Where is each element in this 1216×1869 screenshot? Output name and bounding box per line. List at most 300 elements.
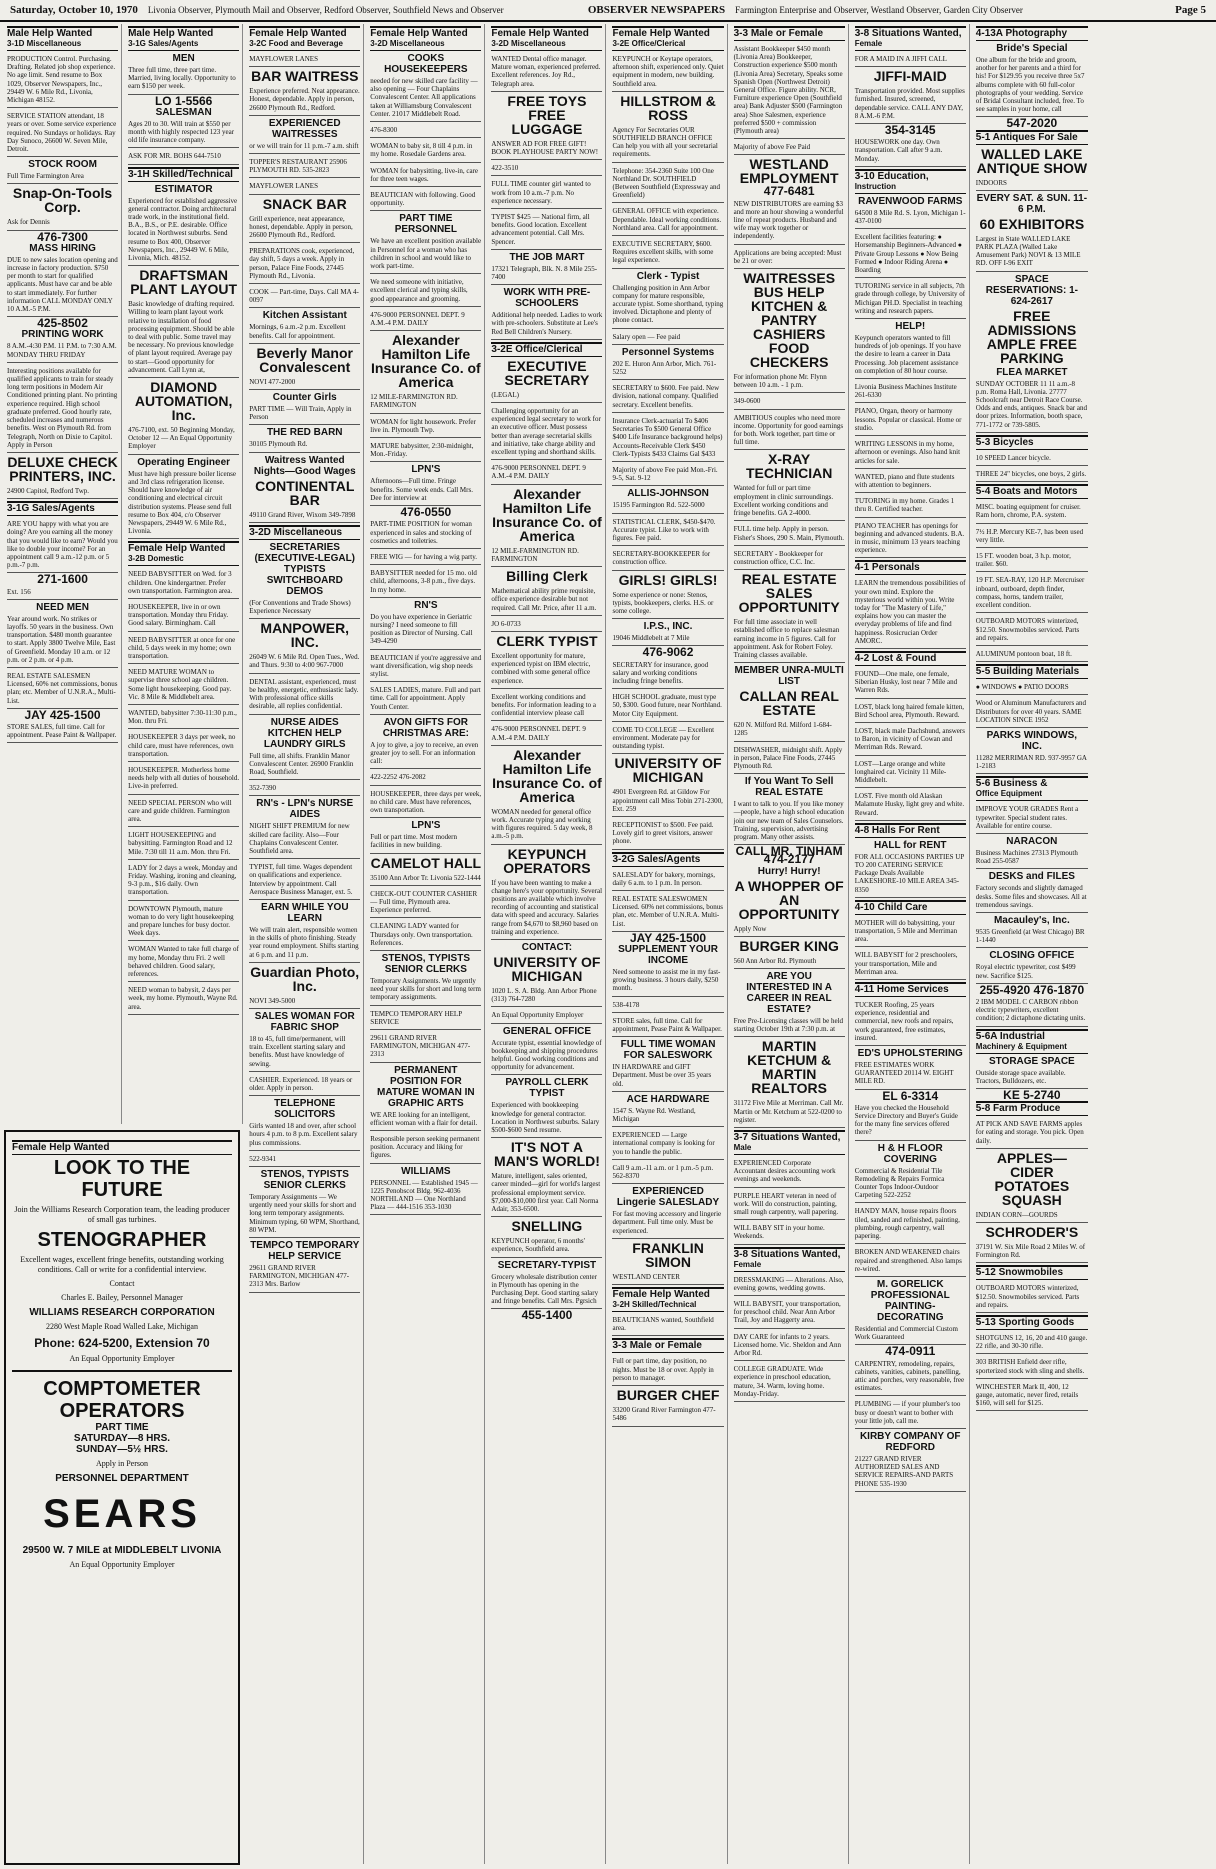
section-header	[612, 852, 723, 867]
classified-ad: NEED BABYSITTER at once for one child, 5 days week in my home; own transportation.	[128, 634, 239, 665]
section-title: 5-4 Boats and Motors	[975, 486, 1078, 498]
classified-ad: HOUSEKEEPER, three days per week, no child care. Must have references, own transportation.	[370, 788, 481, 819]
masthead	[0, 0, 1216, 22]
section-header	[734, 1247, 845, 1272]
section-header	[976, 1029, 1088, 1054]
classified-ad: WOMAN for babysitting, live-in, care for three teen wages.	[370, 165, 481, 187]
classified-ad: Mornings, 6 a.m.-2 p.m. Excellent benefits. Call for appointment.	[249, 321, 360, 343]
ad-subheadline: STENOS, TYPISTS SENIOR CLERKS	[381, 953, 471, 975]
classified-ad: 476-9000 PERSONNEL DEPT. 9 A.M.-4 P.M. DAILY	[491, 723, 602, 745]
classified-ad: NEED woman to babysit, 2 days per week, my home. Plymouth, Wayne Rd. area.	[128, 984, 239, 1015]
classified-ad: 30105 Plymouth Rd.	[249, 438, 360, 452]
classified-ad: FULL time help. Apply in person. Fisher's Shoes, 290 S. Main, Plymouth.	[734, 523, 845, 545]
ad-subheadline: DESKS and FILES	[988, 871, 1075, 883]
sears-line1: PART TIME	[95, 1422, 149, 1433]
section-title: 5-6A Industrial	[975, 1030, 1045, 1042]
classified-ad: 476-9000 PERSONNEL DEPT. 9 A.M.-4 P.M. DAILY	[370, 309, 481, 331]
ad-subheadline: MEMBER UNRA-MULTI LIST	[734, 665, 844, 688]
classified-ad: BEAUTICIAN if you're aggressive and want diversification, wig shop needs stylist.	[370, 652, 481, 683]
classified-ad: BEAUTICIANS wanted, Southfield area.	[612, 1314, 723, 1336]
section-title: Female Help Wanted	[249, 28, 347, 39]
classified-ad: WOMAN to baby sit, 8 till 4 p.m. in my home. Rosedale Gardens area.	[370, 140, 481, 162]
classified-ad: 21227 GRAND RIVER AUTHORIZED SALES AND SERVICE REPAIRS-AND PARTS PHONE 535-1930	[855, 1453, 966, 1492]
section-title: 3-1H Skilled/Technical	[128, 168, 233, 180]
classified-ad: MOTHER will do babysitting, your transportation, 5 Mile and Merriman area.	[855, 917, 966, 948]
classified-ad: GENERAL OFFICE with experience. Dependable. Ideal working conditions. Northland area. Call for appointment.	[612, 205, 723, 236]
ad-headline: Beverly Manor Convalescent	[256, 344, 353, 375]
classified-ad: PERSONNEL — Established 1945 — 1225 Penobscot Bldg. 962-4036 NORTHLAND — One Northland Plaza — 444-1516 353-1030	[370, 1177, 481, 1216]
classified-ad: needed for new skilled care facility — also opening — Four Chaplains Convalescent Center. All applications taken at Williamsburg Convalescent Center. 21017 Middlebelt Road.	[370, 75, 481, 122]
classified-ad: WE ARE looking for an intelligent, efficient woman with a flair for detail.	[370, 1109, 481, 1131]
ad-subheadline: PART TIME PERSONNEL	[394, 213, 457, 236]
section-title: 4-8 Halls For Rent	[854, 824, 940, 836]
classified-ad: REAL ESTATE SALESWOMEN Licensed. 60% net commissions, bonus plan, etc. Member of U.N.R.A. Multi-List.	[612, 893, 723, 932]
classified-ad: 2 IBM MODEL C CARBON ribbon electric typewriters, excellent condition; 2 dictaphone dictating units.	[976, 996, 1088, 1027]
ad-subheadline: GENERAL OFFICE	[502, 1025, 592, 1037]
ad-subheadline: LPN'S	[411, 464, 441, 476]
section-header	[491, 342, 602, 357]
classified-ad: 35100 Ann Arbor Tr. Livonia 522-1444	[370, 872, 481, 886]
ad-phone: 255-4920 476-1870	[979, 982, 1085, 997]
classified-ad: 303 BRITISH Enfield deer rifle, sporterized stock with sling and shells.	[976, 1356, 1088, 1378]
section-title: 3-8 Situations Wanted,	[733, 1248, 841, 1260]
ad-subheadline: ARE YOU INTERESTED IN A CAREER IN REAL ESTATE?	[746, 970, 833, 1015]
classified-ad: Apply Now	[734, 923, 845, 937]
classified-ad: I want to talk to you. If you like money—people, have a high school education join our new team of Sales Counselors. Training, supervision, advertising program. Many other assists.	[734, 798, 845, 845]
classified-ad: HOUSEKEEPER, live in or own transportation. Monday thru Friday. Good salary. Birmingham. Call	[128, 601, 239, 632]
classified-ad: Majority of above Fee paid Mon.-Fri. 9-5, Sat. 9-12	[612, 464, 723, 486]
classified-ad: SECRETARY for insurance, good salary and working conditions including fringe benefits.	[612, 659, 723, 690]
classified-ad: 15195 Farmington Rd. 522-5000	[612, 499, 723, 513]
classified-ad: 1020 L. S. A. Bldg. Ann Arbor Phone (313) 764-7280	[491, 985, 602, 1007]
section-title: Female Help Wanted	[491, 28, 589, 39]
ad-headline: UNIVERSITY OF MICHIGAN	[614, 755, 722, 786]
classified-ad: WANTED, piano and flute students with attention to beginners.	[855, 471, 966, 493]
section-header	[855, 823, 966, 838]
section-subtitle: 3-2H Skilled/Technical	[612, 1300, 697, 1310]
classified-ad: PART-TIME POSITION for woman experienced in sales and stocking of cosmetics and toiletries.	[370, 518, 481, 549]
classified-ad: SUNDAY OCTOBER 11 11 a.m.-8 p.m. Roma Hall, Livonia. 27777 Schoolcraft near Detroit Race Course. Odds and ends, antiques. Snack bar and door prizes. Information, booth space, 771-1772 or 739-5805.	[976, 378, 1088, 433]
section-title: 4-2 Lost & Found	[854, 652, 937, 664]
ad-phone: LO 1-5566	[154, 93, 213, 108]
classified-ad: JO 6-0733	[491, 618, 602, 632]
classified-ad: 17321 Telegraph, Blk. N. 8 Mile 255-7400	[491, 263, 602, 285]
section-header	[734, 1130, 845, 1155]
classified-ad: Must have high pressure boiler license and 3rd class refrigeration license. Should have knowledge of air conditioning and electrical circuit distribution systems. Please send full resume to Box 404, c/o Observer Newspapers, 29449 W. 6 Mile Rd., Livonia.	[128, 468, 239, 540]
ad-headline: Alexander Hamilton Life Insurance Co. of America	[492, 746, 602, 805]
classified-ad: STORE sales, full time. Call for appointment, Pease Paint & Wallpaper.	[612, 1015, 723, 1037]
classified-ad: LIGHT HOUSEKEEPING and babysitting. Farmington Road and 12 Mile. 7:30 till 11 a.m. Mon. thru Fri.	[128, 829, 239, 860]
classified-ad: CLEANING LADY wanted for Thursdays only. Own transportation. References.	[370, 920, 481, 951]
ad-subheadline: EXPERIENCED Lingerie SALESLADY	[616, 1186, 720, 1209]
classified-ad: 560 Ann Arbor Rd. Plymouth	[734, 955, 845, 969]
ad-phone: 474-0911	[885, 1344, 936, 1359]
classified-ad: ASK FOR MR. BOHS 644-7510	[128, 150, 239, 164]
ad-subheadline: Bride's Special	[996, 43, 1068, 54]
divider	[12, 1370, 232, 1372]
classified-ad: LOST, black long haired female kitten, Bird School area, Plymouth. Reward.	[855, 701, 966, 723]
sears-dept: PERSONNEL DEPARTMENT	[55, 1473, 189, 1484]
section-subtitle: 3-2D Miscellaneous	[370, 39, 445, 48]
ad-headline: Alexander Hamilton Life Insurance Co. of America	[371, 332, 481, 391]
classified-ad: Additional help needed. Ladies to work with pre-schoolers. Substitute at Lee's Red Bell Children's Nursery.	[491, 309, 602, 340]
ad-phone: 476-9062	[642, 645, 694, 660]
classified-ad: TUCKER Roofing, 25 years experience, residential and commercial, new roofs and repairs, work guaranteed, free estimates, insured.	[855, 999, 966, 1046]
section-header	[976, 130, 1088, 145]
classified-ad: We have an excellent position available in Personnel for a woman who has children in school and would like to work part-time.	[370, 235, 481, 274]
classified-ad: FOR A MAID IN A JIFFI CALL	[855, 53, 966, 67]
classified-ad: MISC. boating equipment for cruiser. Ram horn, chrome, P.A. system.	[976, 501, 1088, 523]
classified-ad: 33200 Grand River Farmington 477-5486	[612, 1404, 723, 1426]
paper-list-left: Livonia Observer, Plymouth Mail and Observer, Redford Observer, Southfield News and Observer	[147, 5, 504, 15]
classified-ad: Do you have experience in Geriatric nursing? I need someone to fill position as Director of Nursing. Call 349-4290	[370, 611, 481, 650]
section-title: 4-10 Child Care	[854, 901, 928, 913]
classified-ad: Temporary Assignments. We urgently need your skills for short and long term temporary assignments.	[370, 975, 481, 1006]
classified-ad: Call 9 a.m.-11 a.m. or 1 p.m.-5 p.m. 562-8370	[612, 1162, 723, 1184]
classified-ad: LEARN the tremendous possibilities of your own mind. Explore the mysterious world within you. Write today for "The Mastery of Life," explains how you can master the everyday problems of life and find happiness. Rosicrucian Order AMORC.	[855, 577, 966, 649]
classified-ad: ARE YOU happy with what you are doing? Are you earning all the money that you would like to earn? Would you like to double your income? For an appointment call 9 a.m.-12 p.m. or 5 p.m.-7 p.m.	[7, 518, 118, 573]
classified-ad: Accurate typist, essential knowledge of bookkeeping and shipping procedures helpful. Good working conditions and opportunity for advancement.	[491, 1037, 602, 1076]
ad-phone: KE 5-2740	[1003, 1087, 1061, 1102]
classified-ad: Wanted for full or part time employment in clinic surroundings. Excellent working conditions and fringe benefits. GA 2-4000.	[734, 482, 845, 521]
classified-ad: MAYFLOWER LANES	[249, 180, 360, 194]
ad-subheadline: ACE HARDWARE	[626, 1093, 710, 1105]
classified-ad: Insurance Clerk-actuarial To $406 Secretaries To $500 General Office $400 Life Insurance background helps) Accounts-Receivable Clerk $450 Clerk-Typists $433 Claims Gal $433	[612, 415, 723, 462]
classified-ad: SECRETARY to $600. Fee paid. New division, national company. Qualified secretary. Excellent benefits.	[612, 382, 723, 413]
williams-headline: LOOK TO THE FUTURE	[53, 1157, 191, 1201]
classified-ad: Keypunch operators wanted to fill hundreds of job openings. If you have the desire to learn a career in Data Processing. Job placement assistance on completion of 80 hour course.	[855, 332, 966, 379]
section-title: 5-8 Farm Produce	[975, 1103, 1061, 1115]
ad-subheadline: SECRETARIES (EXECUTIVE-LEGAL) TYPISTS SWITCHBOARD DEMOS	[254, 541, 356, 597]
classified-ad: IMPROVE YOUR GRADES Rent a typewriter. Special student rates. Available for entire course.	[976, 803, 1088, 834]
ad-subheadline: SALES WOMAN FOR FABRIC SHOP	[254, 1010, 355, 1033]
classified-ad: Have you checked the Household Service Directory and Buyer's Guide for the many fine services offered there?	[855, 1102, 966, 1141]
classified-ad: LOST—Large orange and white longhaired cat. Vicinity 11 Mile-Middlebelt.	[855, 758, 966, 789]
ad-subheadline: Operating Engineer	[137, 456, 231, 468]
sears-eoe: An Equal Opportunity Employer	[69, 1560, 175, 1569]
ad-subheadline: WILLIAMS	[401, 1165, 451, 1177]
classified-ad: MAYFLOWER LANES	[249, 53, 360, 67]
column-1	[4, 24, 122, 1124]
classified-ad: CASHIER. Experienced. 18 years or older. Apply in person.	[249, 1074, 360, 1096]
classified-ad: HIGH SCHOOL graduate, must type 50, $300. Good future, near Northland. Motor City Equipment.	[612, 691, 723, 722]
classified-ad: or we will train for 11 p.m.-7 a.m. shift	[249, 140, 360, 154]
williams-address: 2280 West Maple Road Walled Lake, Michigan	[46, 1322, 198, 1331]
ad-headline: Billing Clerk	[506, 568, 588, 585]
williams-company: WILLIAMS RESEARCH CORPORATION	[29, 1307, 215, 1318]
classified-ad: NOVI 477-2000	[249, 376, 360, 390]
classified-ad: We need someone with initiative, excellent clerical and typing skills, good appearance and grooming.	[370, 276, 481, 307]
classified-ad: For fast moving accessory and lingerie department. Full time only. Must be experienced.	[612, 1208, 723, 1239]
ad-headline: CALLAN REAL ESTATE	[739, 688, 839, 719]
classified-ad: 620 N. Milford Rd. Milford 1-684-1285	[734, 719, 845, 741]
section-subtitle: 3-1D Miscellaneous	[7, 39, 82, 48]
classified-ad: PIANO, Organ, theory or harmony lessons. Popular or classical. Home or studio.	[855, 405, 966, 436]
section-header	[612, 1287, 723, 1312]
section-header	[7, 501, 118, 516]
section-header	[976, 484, 1088, 499]
classified-ad: 522-9341	[249, 1153, 360, 1167]
ad-headline: APPLES—CIDER POTATOES SQUASH	[994, 1149, 1070, 1208]
classified-ad: Some experience or none: Stenos, typists, bookkeepers, clerks. H.S. or some college.	[612, 589, 723, 620]
section-title: Female Help Wanted	[128, 543, 226, 555]
ad-subheadline: Counter Girls	[272, 392, 337, 404]
section-title: 3-2G Sales/Agents	[612, 853, 701, 865]
ad-subheadline: HALL for RENT	[873, 839, 947, 851]
section-header: Female Help Wanted	[12, 1140, 232, 1155]
classified-ad: Full or part time, day position, no nights. Must be 18 or over. Apply in person to manager.	[612, 1355, 723, 1386]
classified-ad: We will train alert, responsible women in the skills of photo finishing. Steady year round employment. Shifts starting at 6 p.m. and 11 p.m.	[249, 924, 360, 963]
section-subtitle: Female	[854, 39, 883, 48]
classified-ad: Business Machines 27313 Plymouth Road 255-0587	[976, 847, 1088, 869]
classified-ad: Royal electric typewriter, cost $499 new. Sacrifice $125.	[976, 961, 1088, 983]
ad-subheadline: NARACON	[1006, 835, 1058, 847]
classified-ad: EXPERIENCED — Large international company is looking for you to handle the public.	[612, 1129, 723, 1160]
classified-ad: INDOORS	[976, 177, 1088, 191]
ad-subheadline: PAYROLL CLERK TYPIST	[505, 1077, 589, 1100]
section-subtitle: Female	[733, 1259, 762, 1269]
classified-ad: WOMAN needed for general office work. Accurate typing and working with figures required. 5 day week, 8 a.m.-5 p.m.	[491, 806, 602, 845]
section-header	[976, 664, 1088, 679]
section-header	[855, 169, 966, 194]
ad-headline: MANPOWER, INC.	[260, 620, 350, 651]
section-header	[7, 26, 118, 51]
classified-ad: Responsible person seeking permanent position. Accuracy and liking for figures.	[370, 1133, 481, 1164]
williams-title: STENOGRAPHER	[37, 1229, 207, 1251]
section-title: Female Help Wanted	[612, 28, 710, 39]
bottom-left-ad-panel	[4, 1130, 240, 1865]
classified-ad: IN HARDWARE and GIFT Department. Must be over 35 years old.	[612, 1061, 723, 1092]
section-title: Female Help Wanted	[370, 28, 468, 39]
classified-ad: PREPARATIONS cook, experienced, day shift, 5 days a week. Apply in person, Palace Fine Foods, 27445 Plymouth Rd., Livonia.	[249, 245, 360, 284]
classified-ad: NIGHT SHIFT PREMIUM for new skilled care facility. Also—Four Chaplains Convalescent Center. Southfield area.	[249, 820, 360, 859]
classified-ad: Excellent facilities featuring: ● Horsemanship Beginners-Advanced ● Private Group Lessons ● Now Being Formed ● Indoor Riding Arena ● Boarding	[855, 231, 966, 278]
section-title: 3-2D Miscellaneous	[249, 526, 342, 538]
classified-ad: ANSWER AD FOR FREE GIFT! BOOK PLAYHOUSE PARTY NOW!	[491, 138, 602, 160]
classified-ad: Excellent working conditions and benefits. For information leading to a confidential interview please call	[491, 691, 602, 722]
sears-logo: SEARS	[43, 1492, 201, 1536]
column-7	[731, 24, 849, 1864]
classified-ad: STORE SALES, full time. Call for appointment. Pease Paint & Wallpaper.	[7, 721, 118, 743]
classified-ad: WILL BABYSIT, your transportation, for preschool child. Near Ann Arbor Trail, Joy and Haggerty area.	[734, 1298, 845, 1329]
williams-intro: Join the Williams Research Corporation team, the leading producer of small gas turbines.	[14, 1205, 230, 1224]
ad-headline: DIAMOND AUTOMATION, Inc.	[134, 379, 233, 424]
sears-line3: SUNDAY—5½ HRS.	[76, 1444, 168, 1455]
williams-eoe: An Equal Opportunity Employer	[69, 1354, 175, 1363]
williams-contact-label: Contact	[109, 1279, 135, 1288]
ad-subheadline: SECRETARY-TYPIST	[497, 1259, 597, 1271]
column-3	[246, 24, 364, 1864]
classified-ad: 18 to 45, full time/permanent, will train. Excellent starting salary and benefits. Must have knowledge of sewing.	[249, 1033, 360, 1072]
classified-ad: Agency For Secretaries OUR SOUTHFIELD BRANCH OFFICE Can help you with all your secretarial requirements.	[612, 124, 723, 163]
section-header	[612, 1338, 723, 1353]
sears-line2: SATURDAY—8 HRS.	[73, 1433, 171, 1444]
classified-ad: SECRETARY-BOOKKEEPER for construction office.	[612, 548, 723, 570]
section-subtitle: 3-2B Domestic	[128, 554, 184, 564]
section-header	[855, 651, 966, 666]
classified-ad: COLLEGE GRADUATE. Wide experience in preschool education, mature, 34. Warm, loving home. Monday-Friday.	[734, 1363, 845, 1402]
ad-subheadline: RAVENWOOD FARMS	[858, 195, 963, 207]
classified-ad: (LEGAL)	[491, 389, 602, 403]
section-title: 5-5 Building Materials	[975, 666, 1080, 678]
classified-ad: CHECK-OUT COUNTER CASHIER — Full time, Plymouth area. Experience preferred.	[370, 888, 481, 919]
classified-ad: Full time, all shifts. Franklin Manor Convalescent Center. 26900 Franklin Road, Southfield.	[249, 750, 360, 781]
ad-headline: DELUXE CHECK PRINTERS, INC.	[7, 453, 118, 484]
classified-ad: LOST, black male Dachshund, answers to Baron, in vicinity of Cowan and Merriman Rds. Reward.	[855, 725, 966, 756]
section-header	[612, 26, 723, 51]
ad-headline: JIFFI-MAID	[873, 68, 947, 85]
classified-ad: CARPENTRY, remodeling, repairs, cabinets, vanities, cabinets, panelling, attic and porches, very reasonable, free estimates.	[855, 1358, 966, 1397]
section-header	[128, 26, 239, 51]
section-header	[249, 525, 360, 540]
classified-ad: ALUMINUM pontoon boat, 18 ft.	[976, 648, 1088, 662]
ad-subheadline: I.P.S., INC.	[643, 621, 693, 633]
ad-headline: WALLED LAKE ANTIQUE SHOW	[976, 145, 1088, 176]
classified-ad: Experienced with bookkeeping knowledge for general contractor. Location in Northwest suburbs. Salary $500-$600 Send resume.	[491, 1099, 602, 1138]
classified-ad: TUTORING in my home. Grades 1 thru 8. Certified teacher.	[855, 495, 966, 517]
sears-headline: COMPTOMETER OPERATORS	[43, 1378, 201, 1422]
classified-ad: Commercial & Residential Tile Remodeling & Repairs Formica Counter Tops Indoor-Outdoor Carpeting 522-2252	[855, 1165, 966, 1204]
section-title: 3-3 Male or Female	[612, 1340, 702, 1352]
column-4	[367, 24, 485, 1864]
classified-ad: Challenging opportunity for an experienced legal secretary to work for an executive officer. Must possess better than average secretarial skills and initiative, take charge ability and excellent typing and shorthand skills.	[491, 405, 602, 460]
ad-phone: JAY 425-1500	[630, 930, 707, 945]
ad-headline: A WHOPPER OF AN OPPORTUNITY	[734, 877, 844, 922]
ad-subheadline: FULL TIME WOMAN FOR SALESWORK	[620, 1039, 716, 1062]
ad-phone: 271-1600	[37, 572, 88, 587]
ad-subheadline: RN'S	[414, 599, 438, 611]
ad-headline: SNACK BAR	[262, 195, 347, 212]
classified-ad: Mature, intelligent, sales oriented, career minded—girl for world's largest professional employment service. $7,000-$10,000 first year. Call Norma Adair, 353-6500.	[491, 1170, 602, 1217]
classified-ad: HOUSEWORK one day. Own transportation. Call after 9 a.m. Monday.	[855, 136, 966, 167]
ad-headline: Guardian Photo, Inc.	[250, 963, 360, 994]
ad-subheadline: Personnel Systems	[621, 346, 715, 358]
section-header	[976, 1265, 1088, 1280]
classified-ad: OUTBOARD MOTORS winterized, $12.50. Snowmobiles serviced. Parts and repairs.	[976, 1282, 1088, 1313]
column-8	[852, 24, 970, 1864]
classified-ad: Grocery wholesale distribution center in Plymouth has opening in the Purchasing Dept. Good starting salary and fringe benefits. Call Mrs. Pgrsich	[491, 1271, 602, 1310]
classified-ad: 11282 MERRIMAN RD. 937-9957 GA 1-2183	[976, 752, 1088, 774]
ad-headline: FREE ADMISSIONS AMPLE FREE PARKING	[986, 307, 1077, 366]
classified-ad: 12 MILE-FARMINGTON RD. FARMINGTON	[370, 391, 481, 413]
ad-subheadline: NEED MEN	[36, 601, 89, 613]
section-title: 3-1G Sales/Agents	[7, 503, 95, 515]
ad-subheadline: TELEPHONE SOLICITORS	[274, 1098, 336, 1121]
section-title: 3-10 Education,	[854, 170, 929, 182]
classified-ad: 422-3510	[491, 162, 602, 176]
classified-ad: AT PICK AND SAVE FARMS apples for eating and storage. You pick. Open daily.	[976, 1118, 1088, 1149]
classified-ad: 15 FT. wooden boat, 3 h.p. motor, trailer. $60.	[976, 550, 1088, 572]
section-header	[128, 167, 239, 182]
classified-ad: DRESSMAKING — Alterations. Also, evening gowns, wedding gowns.	[734, 1274, 845, 1296]
ad-headline: FRANKLIN SIMON	[632, 1239, 704, 1270]
classified-ad: Three full time, three part time. Married, living locally. Opportunity to earn $150 per week.	[128, 64, 239, 95]
ad-phone: 354-3145	[884, 123, 936, 138]
classified-ad: Ages 20 to 30. Will train at $550 per month with highly respected 123 year old life insurance company.	[128, 118, 239, 149]
classified-ad: 29611 GRAND RIVER FARMINGTON, MICHIGAN 477-2313	[370, 1032, 481, 1063]
classified-ad: Livonia Business Machines Institute 261-6330	[855, 381, 966, 403]
classified-ad: MATURE babysitter, 2:30-midnight, Mon.-Friday.	[370, 440, 481, 462]
ad-subheadline: PARKS WINDOWS, INC.	[986, 729, 1078, 752]
section-title: 4-11 Home Services	[854, 984, 949, 996]
classified-ad: WOMAN Wanted to take full charge of my home, Monday thru Fri. 2 well behaved children. Good salary, references.	[128, 943, 239, 982]
classified-ad: SERVICE STATION attendant, 18 years or over. Some service experience required. No Sundays or holidays. Ray Day Sunoco, 26600 W. Seven Mile, Detroit.	[7, 110, 118, 157]
ad-subheadline: MEN	[172, 53, 195, 64]
classified-ad: 29611 GRAND RIVER FARMINGTON, MICHIGAN 477-2313 Mrs. Barlow	[249, 1262, 360, 1293]
ad-subheadline: EXPERIENCED WAITRESSES	[268, 117, 341, 140]
ad-subheadline: Hurry! Hurry!	[757, 865, 821, 877]
classified-ad: Free Pre-Licensing classes will be held starting October 19th at 7:30 p.m. at	[734, 1015, 845, 1037]
classified-ad: EXPERIENCED Corporate Accountant desires accounting work evenings and weekends.	[734, 1157, 845, 1188]
classified-ad: PART TIME — Will Train, Apply in Person	[249, 403, 360, 425]
classified-ad: ● WINDOWS ● PATIO DOORS	[976, 681, 1088, 695]
section-title: 5-6 Business &	[975, 778, 1048, 790]
classified-ad: 19 FT. SEA-RAY, 120 H.P. Mercruiser inboard, outboard, depth finder, compass, horns, tandem trailer, excellent condition.	[976, 574, 1088, 613]
classified-ad: Mathematical ability prime requisite, office experience desirable but not required. Call Mr. Price, after 11 a.m.	[491, 585, 602, 616]
ad-subheadline: COOKS HOUSEKEEPERS	[384, 53, 468, 75]
classified-ad: OUTBOARD MOTORS winterized, $12.50. Snowmobiles serviced. Parts and repairs.	[976, 615, 1088, 646]
section-subtitle: Instruction	[854, 181, 897, 191]
section-subtitle: Office Equipment	[975, 789, 1043, 799]
classified-ad: Residential and Commercial Custom Work Guaranteed	[855, 1323, 966, 1345]
section-title: 5-12 Snowmobiles	[975, 1267, 1064, 1279]
classified-ad: AMBITIOUS couples who need more income. Opportunity for good earnings for both. Work together, part time or full time.	[734, 412, 845, 451]
section-header	[370, 26, 481, 51]
classified-ad: Full or part time. Most modern facilities in new building.	[370, 831, 481, 853]
classified-ad: NEED MATURE WOMAN to supervise three school age children. Some light housekeeping. Good pay. Vic. 8 Mile & Middlebelt area.	[128, 666, 239, 705]
section-header	[734, 26, 845, 41]
classified-ad: Excellent opportunity for mature, experienced typist on IBM electric, combined with some general office experience.	[491, 650, 602, 689]
classified-ad: COME TO COLLEGE — Excellent environment. Moderate pay for outstanding typist.	[612, 724, 723, 755]
classified-ad: For full time associate in well established office to replace salesman earning income in 5 figures. Call for appointment. Ask for Robert Foley. Training classes available.	[734, 616, 845, 663]
classified-ad: Majority of above Fee Paid	[734, 141, 845, 155]
classified-ad: If you have been wanting to make a change here's your opportunity. Several positions are available which involve recording of accounting and statistical data with speed and accuracy. Salaries range from $4,670 to $8,960 based on training and experience.	[491, 877, 602, 940]
ad-headline: WAITRESSES BUS HELP KITCHEN & PANTRY CASHIERS FOOD CHECKERS	[743, 270, 836, 371]
ad-headline: Snap-On-Tools Corp.	[12, 185, 113, 216]
ad-headline: REAL ESTATE SALES OPPORTUNITY	[738, 571, 840, 616]
classified-ad: DENTAL assistant, experienced, must be healthy, energetic, enthusiastic lady. With professional office skills desirable, all replies confidential.	[249, 676, 360, 715]
classified-ad: WILL BABYSIT for 2 preschoolers, your transportation, Mile and Merriman area.	[855, 949, 966, 980]
ad-phone: 455-1400	[521, 1308, 573, 1323]
ad-subheadline: STENOS, TYPISTS SENIOR CLERKS	[260, 1168, 349, 1191]
section-header	[855, 900, 966, 915]
classified-ad: 202 E. Huron Ann Arbor, Mich. 761-5252	[612, 358, 723, 380]
classified-ad: WOMAN for light housework. Prefer live in. Plymouth Twp.	[370, 416, 481, 438]
paper-name: OBSERVER NEWSPAPERS	[587, 4, 726, 16]
section-subtitle: 3-2D Miscellaneous	[491, 39, 566, 48]
classified-ad: NEED SPECIAL PERSON who will care and guide children. Farmington area.	[128, 797, 239, 828]
section-title: Male Help Wanted	[7, 28, 93, 39]
classified-ad: 7½ H.P. Mercury KE-7, has been used very little.	[976, 526, 1088, 548]
ad-subheadline: Waitress Wanted Nights—Good Wages	[253, 454, 356, 477]
ad-headline: EXECUTIVE SECRETARY	[504, 357, 590, 388]
ad-subheadline: MASS HIRING	[29, 242, 96, 254]
classified-ad: NEW DISTRIBUTORS are earning $3 and more an hour showing a wonderful line of repeat products. Husband and wife may work together or independently.	[734, 198, 845, 245]
ad-subheadline: M. GORELICK PROFESSIONAL PAINTING-DECORATING	[870, 1278, 950, 1323]
classified-ad: Ext. 156	[7, 586, 118, 600]
ad-headline: DRAFTSMAN PLANT LAYOUT	[130, 267, 238, 298]
ad-headline: CAMELOT HALL	[370, 854, 482, 871]
classified-ad: STATISTICAL CLERK, $450-$470. Accurate typist. Like to work with figures. Fee paid.	[612, 516, 723, 547]
ad-headline: BAR WAITRESS	[251, 68, 359, 85]
ad-headline: UNIVERSITY OF MICHIGAN	[493, 953, 601, 984]
classified-ad: WANTED Dental office manager. Mature woman, experienced preferred. Excellent references. Joy Rd., Telegraph area.	[491, 53, 602, 92]
column-9	[973, 24, 1091, 1864]
classified-ad: 1547 S. Wayne Rd. Westland, Michigan	[612, 1105, 723, 1127]
classified-ad: LOST. Five month old Alaskan Malamute Husky, light grey and white. Reward.	[855, 790, 966, 821]
classified-ad: DUE to new sales location opening and increase in factory production. $750 per month to start for qualified applicants. Must have car and be able to start immediately. For further information CALL MONDAY ONLY 10 A.M.-5 P.M.	[7, 254, 118, 317]
classified-ad: SALESLADY for bakery, mornings, daily 6 a.m. to 1 p.m. In person.	[612, 869, 723, 891]
